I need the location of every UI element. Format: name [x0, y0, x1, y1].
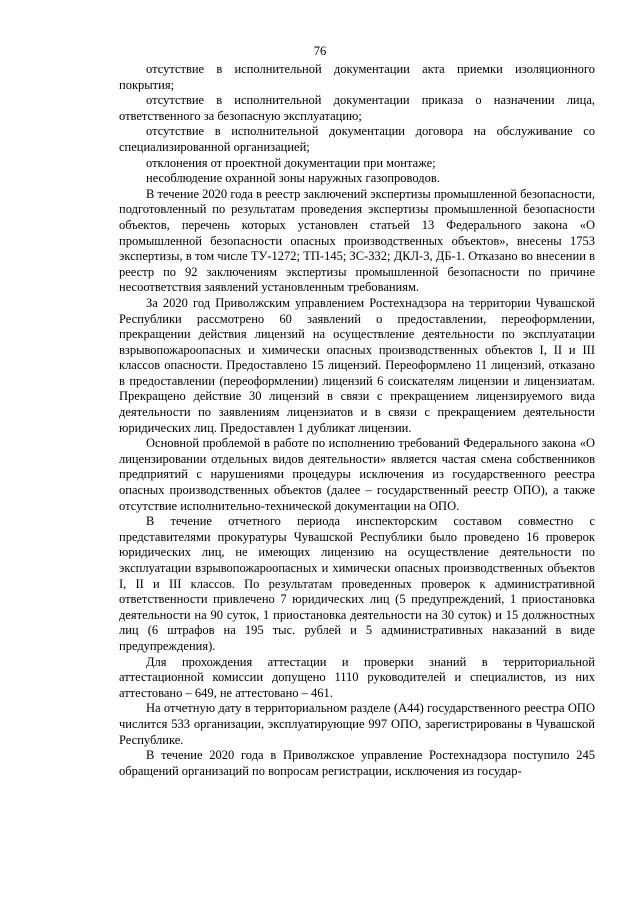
paragraph: На отчетную дату в территориальном разделе (А44) государственного реестра ОПО числится 533 организации, эксплуатирующие 997 ОПО, зарегистрированы в Чувашской Республике. [119, 701, 595, 747]
paragraph: отсутствие в исполнительной документации договора на обслуживание со специализированной организацией; [119, 124, 595, 154]
paragraph: Основной проблемой в работе по исполнению требований Федерального закона «О лицензировании отдельных видов деятельности» является частая смена собственников предприятий с нарушениями процедуры исключения из государственного реестра опасных производственных объектов (далее – государственный реестр ОПО), а также отсутствие исполнительно-технической документации на ОПО. [119, 436, 595, 513]
paragraph: В течение отчетного периода инспекторским составом совместно с представителями прокуратуры Чувашской Республики было проведено 16 проверок юридических лиц, не имеющих лицензию на осуществление деятельности по эксплуатации взрывопожароопасных и химически опасных производственных объектов I, II и III классов. По результатам проведенных проверок к административной ответственности привлечено 7 юридических лиц (5 предупреждений, 1 приостановка деятельности на 90 суток, 1 приостановка деятельности на 30 суток) и 15 должностных лиц (6 штрафов на 195 тыс. рублей и 5 административных наказаний в виде предупреждения). [119, 514, 595, 653]
paragraph: За 2020 год Приволжским управлением Ростехнадзора на территории Чувашской Республики рассмотрено 60 заявлений о предоставлении, переоформлении, прекращении действия лицензий на осуществление деятельности по эксплуатации взрывопожароопасных и химически опасных производственных объектов I, II и III классов опасности. Предоставлено 15 лицензий. Переоформлено 11 лицензий, отказано в предоставлении (переоформлении) лицензий 6 соискателям лицензии и лицензиатам. Прекращено действие 30 лицензий в связи с прекращением лицензируемого вида деятельности по заявлениям лицензиатов и в связи с прекращением деятельности юридических лиц. Предоставлен 1 дубликат лицензии. [119, 295, 595, 435]
page-number: 76 [313, 44, 327, 58]
paragraph: Для прохождения аттестации и проверки знаний в территориальной аттестационной комиссии допущено 1110 руководителей и специалистов, из них аттестовано – 649, не аттестовано – 461. [119, 654, 595, 700]
body-text [119, 62, 595, 779]
paragraph: отсутствие в исполнительной документации приказа о назначении лица, ответственного за безопасную эксплуатацию; [119, 93, 595, 123]
paragraph: В течение 2020 года в Приволжское управление Ростехнадзора поступило 245 обращений организаций по вопросам регистрации, исключения из государ- [119, 748, 595, 778]
paragraph: отклонения от проектной документации при монтаже; [146, 155, 436, 170]
paragraph: отсутствие в исполнительной документации акта приемки изоляционного покрытия; [119, 62, 595, 92]
paragraph: несоблюдение охранной зоны наружных газопроводов. [146, 171, 440, 186]
paragraph: В течение 2020 года в реестр заключений экспертизы промышленной безопасности, подготовленный по результатам проведения экспертизы промышленной безопасности объектов, перечень которых установлен статьей 13 Федерального закона «О промышленной безопасности опасных производственных объектов», внесены 1753 экспертизы, в том числе ТУ-1272; ТП-145; ЗС-332; ДКЛ-3, ДБ-1. Отказано во внесении в реестр по 92 заключениям экспертизы промышленной безопасности по причине несоответствия заявлений установленным требованиям. [119, 186, 595, 295]
